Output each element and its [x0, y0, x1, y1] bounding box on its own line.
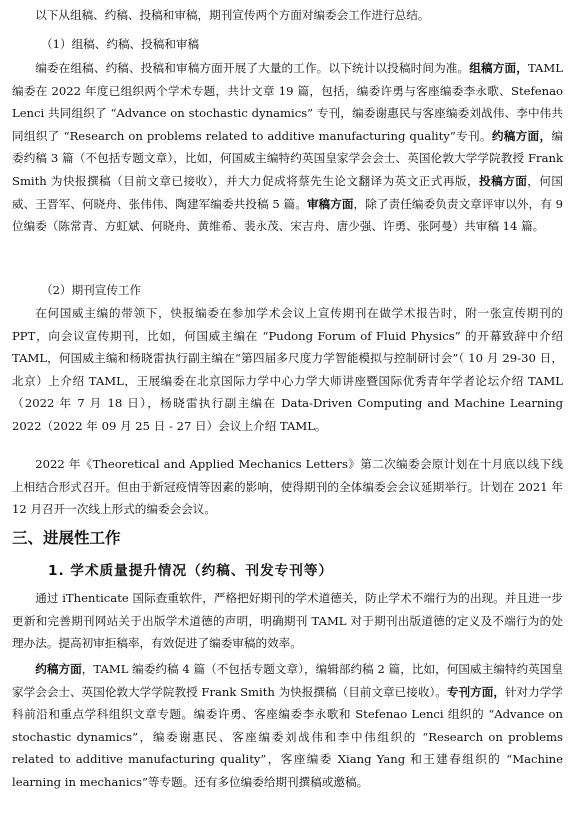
p3-text: 2022 年《Theoretical and Applied Mechanics Letters》第二次编委会原计划在十月底以线下线上相结合形式召开。但由于新冠疫情等因素的影响，使得期刊的全体编委会会议延期举行。计划在 2021 年 12 月召开一次线上形式的编委会会议。: [12, 457, 563, 517]
p1-bold-invite: 约稿方面，: [491, 128, 552, 143]
p1-bold-organize: 组稿方面，: [469, 61, 528, 75]
meeting-paragraph: [12, 453, 563, 521]
p1-text-a: 编委在组稿、约稿、投稿和审稿方面开展了大量的工作。以下统计以投稿时间为准。: [35, 61, 470, 75]
p1-bold-review: 审稿方面: [306, 196, 354, 211]
section1-paragraph: [12, 57, 563, 238]
quality-paragraph: [12, 587, 563, 655]
section1-heading: （1）组稿、约稿、投稿和审稿: [41, 37, 200, 51]
p5-text-d: 针对力学学科前沿和重点学科组织文章专题。编委许勇、客座编委李永歌和 Stefenao Lenci 组织的 “Advance on stochastic dynamics”，编委谢惠民、客座编委刘战伟和李中伟组织的 “Research on problems related to additive manufacturing quality”，客座编委 Xiang Yang 和王建春组织的 “Machine learning in mechanics”等专题。还有多位编委给期刊撰稿或邀稿。: [12, 684, 563, 789]
p2-text: 在何国威主编的带领下，快报编委在参加学术会议上宣传期刊在做学术报告时，附一张宣传期刊的 PPT，向会议宣传期刊，比如，何国威主编在 “Pudong Forum of Fluid Physics” 的开幕致辞中介绍 TAML，何国威主编和杨晓雷执行副主编在“第四届多尺度力学智能模拟与控制研讨会”（ 10 月 29-30 日，北京）上介绍 TAML，王展编委在北京国际力学中心力学大师讲座暨国际优秀青年学者论坛介绍 TAML（2022 年 7 月 18 日），杨晓雷执行副主编在 Data-Driven Computing and Machine Learning 2022（2022 年 09 月 25 日 - 27 日）会议上介绍 TAML。: [12, 306, 563, 433]
p5-bold-special: 专刊方面，: [446, 684, 505, 699]
special-issue-paragraph: [12, 658, 563, 794]
p5-bold-invite: 约稿方面: [35, 662, 82, 676]
section2-heading: （2）期刊宣传工作: [41, 283, 142, 297]
p5-text-b: ，TAML 编委约稿 4 篇（不包括专题文章），编辑部约稿 2 篇，比如，何国威主编特约英国皇家学会会士、英国伦敦大学学院教授 Frank Smith 为快报撰稿（目前文章已接收）。: [12, 662, 563, 699]
p1-text-g: ，何国威、王晋军、何晓舟、张伟伟、陶建军编委共投稿 5 篇。: [12, 173, 563, 211]
p1-text-c: TAML 编委在 2022 年度已组织两个学术专题，共计文章 19 篇，包括，编委许勇与客座编委李永歌、Stefenao Lenci 共同组织了 “Advance on stochastic dynamics” 专刊，编委谢惠民与客座编委刘战伟、李中伟共同组织了 “Research on problems related to additive manufacturing quality”专刊。: [12, 61, 563, 143]
p1-bold-submit: 投稿方面: [479, 173, 528, 188]
p4-text: 通过 iThenticate 国际查重软件，严格把好期刊的学术道德关，防止学术不端行为的出现。并且进一步更新和完善期刊网站关于出版学术道德的声明，明确期刊 TAML 对于期刊出版道德的定义及不端行为的处理办法。提高初审拒稿率，有效促进了编委审稿的效率。: [12, 591, 563, 651]
intro-text: 以下从组稿、约稿、投稿和审稿，期刊宣传两个方面对编委会工作进行总结。: [35, 8, 430, 22]
p1-text-i: ，除了责任编委负责文章评审以外，有 9 位编委（陈常青、方虹斌、何晓舟、黄维希、裴永茂、宋吉舟、唐少强、许勇、张阿曼）共审稿 14 篇。: [12, 196, 563, 234]
section3-subheading: 1. 学术质量提升情况（约稿、刊发专刊等）: [48, 563, 334, 579]
section3-heading: 三、进展性工作: [12, 529, 121, 547]
section2-paragraph: [12, 302, 563, 438]
intro-paragraph: [12, 4, 563, 27]
p1-text-e: 编委约稿 3 篇（不包括专题文章），比如，何国威主编特约英国皇家学会会士、英国伦敦大学学院教授 Frank Smith 为快报撰稿（目前文章已接收），并大力促成将蔡先生论文翻译为英文正式再版，: [12, 128, 563, 188]
